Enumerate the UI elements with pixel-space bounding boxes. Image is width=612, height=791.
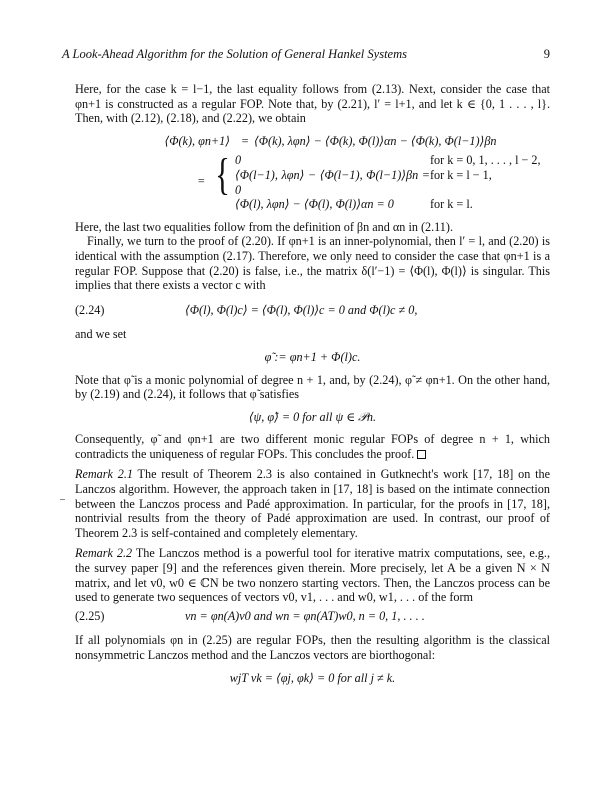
case-row: [235, 153, 550, 168]
equation-relation: =: [197, 174, 205, 189]
qed-box-icon: [417, 450, 426, 459]
margin-mark: [60, 499, 65, 500]
page-number: 9: [543, 47, 550, 61]
equation-orthogonality: ⟨ψ, φ̃⟩ = 0 for all ψ ∈ 𝒫n.: [248, 409, 377, 424]
case-expression: ⟨Φ(l), λφn⟩ − ⟨Φ(l), Φ(l)⟩αn = 0: [235, 197, 394, 212]
case-condition: for k = l − 1,: [430, 167, 492, 182]
remark-title: Remark: [75, 546, 113, 561]
cases-block: [208, 150, 550, 212]
conclusion-text: Consequently, φ̃ and φn+1 are two different monic regular FOPs of degree n + 1, which contradicts the uniqueness of regular FOPs. This concludes the proof.: [75, 432, 550, 461]
equation-label: (2.24): [75, 302, 105, 317]
case-row: [235, 197, 550, 212]
equation-2-25: [75, 609, 550, 624]
left-brace: {: [215, 150, 230, 200]
case-condition: for k = 0, 1, . . . , l − 2,: [430, 153, 541, 168]
remark-2-1: [75, 467, 550, 540]
equation-inner-product-cases: [75, 134, 550, 212]
equation-biorthogonality: wjT vk = ⟨φj, φk⟩ = 0 for all j ≠ k.: [229, 670, 396, 685]
paragraph-definition-note: Here, the last two equalities follow from the definition of βn and αn in (2.11).: [75, 219, 454, 234]
remark-number: 2.2: [116, 546, 133, 561]
running-title: A Look-Ahead Algorithm for the Solution of General Hankel Systems: [62, 47, 407, 61]
remark-text: The result of Theorem 2.3 is also contained in Gutknecht's work [17, 18] on the Lanczos algorithm. However, the approach taken in [17, 18] is based on the intimate connection between the Lanczos process and Padé approximation. In particular, for the proofs in [17, 18], nontrivial results from the theory of Padé approximation are used. In contrast, our proof of Theorem 2.3 is self-contained and completely elementary.: [75, 467, 551, 540]
case-condition: for k = l.: [430, 197, 473, 212]
paragraph-set: and we set: [75, 327, 127, 342]
paragraph-biorthogonal: If all polynomials φn in (2.25) are regular FOPs, then the resulting algorithm is the classical nonsymmetric Lanczos method and the Lanczos vectors are biorthogonal:: [75, 633, 550, 662]
equation-lhs: ⟨Φ(k), φn+1⟩: [164, 133, 230, 148]
running-header: [62, 47, 550, 62]
remark-number: 2.1: [117, 467, 133, 482]
case-expression: ⟨Φ(l−1), λφn⟩ − ⟨Φ(l−1), Φ(l−1)⟩βn = 0: [235, 167, 430, 197]
remark-text: The Lanczos method is a powerful tool for iterative matrix computations, see, e.g., the survey paper [9] and the references given therein. More precisely, let A be a given N × N matrix, and let v0, w0 ∈ ℂN be two nonzero starting vectors. Then, the Lanczos process can be used to generate two sequences of vectors v0, v1, . . . and w0, w1, . . . of the form: [75, 546, 550, 605]
paragraph-conclusion: [75, 432, 550, 461]
case-expression: 0: [235, 153, 242, 168]
paragraph-proof-220: Finally, we turn to the proof of (2.20). If φn+1 is an inner-polynomial, then l′ = l, and (2.20) is identical with the assumption (2.17). Therefore, we only need to consider the case that φn+1 is a regular FOP. Suppose that (2.20) is false, i.e., the matrix δ(l′−1) = ⟨Φ(l), Φ(l)⟩ is singular. This implies that there exists a vector c with: [75, 234, 550, 293]
remark-2-2: [75, 546, 550, 604]
case-row: [235, 168, 550, 197]
paragraph-monic-note: Note that φ̃ is a monic polynomial of degree n + 1, and, by (2.24), φ̃ ≠ φn+1. On the other hand, by (2.19) and (2.24), it follows that φ̃ satisfies: [75, 372, 550, 402]
equation-relation: =: [241, 133, 249, 148]
equation-content: vn = φn(A)v0 and wn = φn(AT)w0, n = 0, 1, . . . .: [185, 608, 425, 623]
equation-phi-tilde: φ̃ := φn+1 + Φ(l)c.: [264, 349, 361, 364]
remark-title: Remark: [75, 467, 113, 482]
equation-label: (2.25): [75, 608, 105, 623]
equation-2-24: [75, 303, 550, 318]
paragraph-intro: Here, for the case k = l−1, the last equality follows from (2.13). Next, consider the case that φn+1 is constructed as a regular FOP. Note that, by (2.21), l′ = l+1, and let k ∈ {0, 1 . . . , l}. Then, with (2.12), (2.18), and (2.22), we obtain: [75, 82, 550, 126]
equation-content: ⟨Φ(l), Φ(l)c⟩ = ⟨Φ(l), Φ(l)⟩c = 0 and Φ(l)c ≠ 0,: [185, 302, 418, 317]
equation-rhs: ⟨Φ(k), λφn⟩ − ⟨Φ(k), Φ(l)⟩αn − ⟨Φ(k), Φ(l−1)⟩βn: [254, 133, 497, 148]
page-body: [75, 82, 550, 693]
